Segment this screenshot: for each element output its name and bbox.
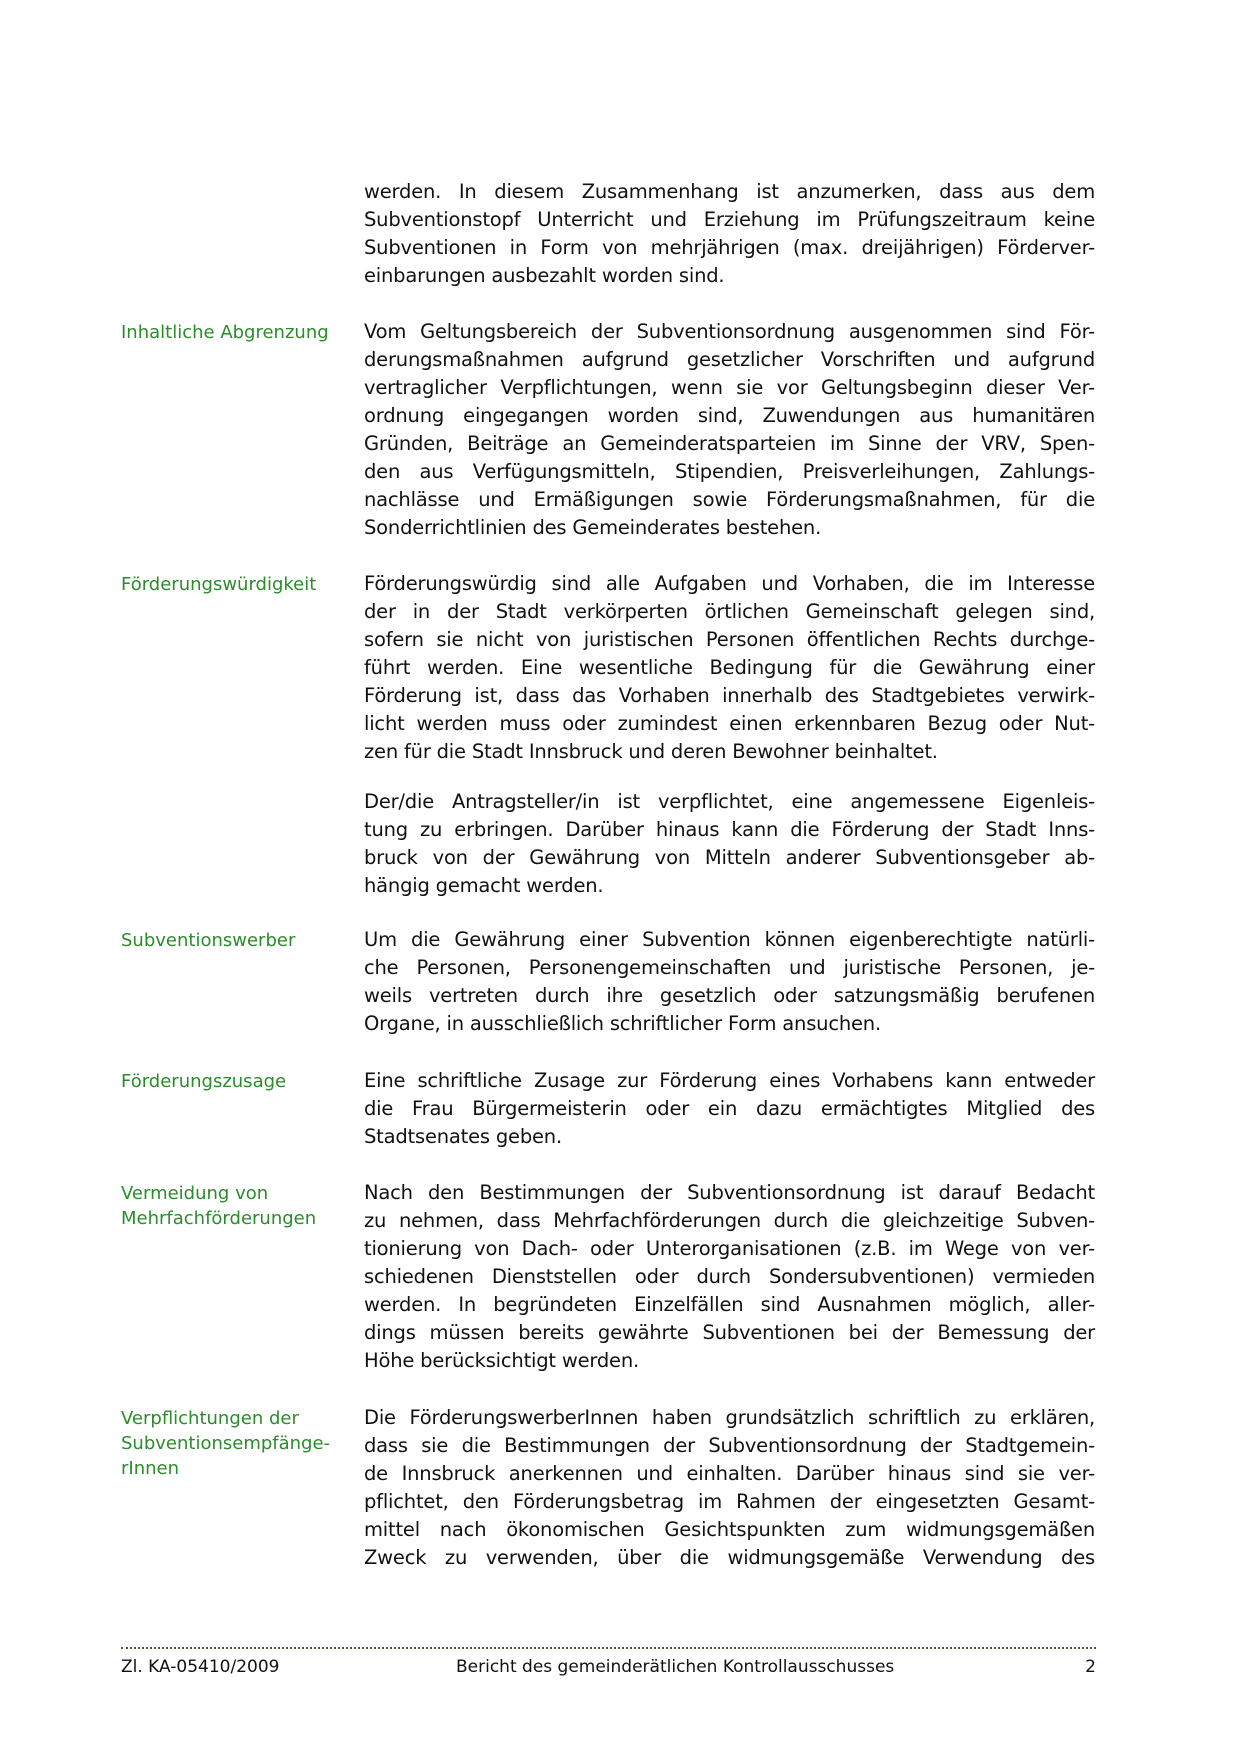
footer-divider [121,1647,1096,1649]
paragraph-line: dass sie die Bestimmungen der Subventionsordnung der Stadtgemein- [364,1434,1095,1457]
margin-heading [121,928,341,953]
margin-heading [121,1069,341,1094]
paragraph-line: werden. In diesem Zusammenhang ist anzumerken, dass aus dem [364,180,1095,203]
paragraph [364,1067,1095,1151]
paragraph [364,926,1095,1038]
paragraph-line: schiedenen Dienststellen oder durch Sondersubventionen) vermieden [364,1265,1095,1288]
paragraph-line: Stadtsenates geben. [364,1125,562,1148]
paragraph-line: zu nehmen, dass Mehrfachförderungen durch die gleichzeitige Subven- [364,1209,1095,1232]
paragraph-line: Organe, in ausschließlich schriftlicher Form ansuchen. [364,1012,881,1035]
margin-heading [121,1406,341,1481]
paragraph-line: den aus Verfügungsmitteln, Stipendien, Preisverleihungen, Zahlungs- [364,460,1095,483]
margin-heading-line: Inhaltliche Abgrenzung [121,322,329,343]
paragraph-line: Die FörderungswerberInnen haben grundsätzlich schriftlich zu erklären, [364,1406,1095,1429]
footer-reference: Zl. KA-05410/2009 [121,1657,280,1677]
paragraph-line: Der/die Antragsteller/in ist verpflichtet, eine angemessene Eigenleis- [364,790,1095,813]
paragraph-line: die Frau Bürgermeisterin oder ein dazu ermächtigtes Mitglied des [364,1097,1095,1120]
paragraph [364,1179,1095,1375]
paragraph-line: der in der Stadt verkörperten örtlichen Gemeinschaft gelegen sind, [364,600,1095,623]
paragraph-line: tung zu erbringen. Darüber hinaus kann die Förderung der Stadt Inns- [364,818,1095,841]
paragraph-line: mittel nach ökonomischen Gesichtspunkten zum widmungsgemäßen [364,1518,1095,1541]
paragraph-line: Zweck zu verwenden, über die widmungsgemäße Verwendung des [364,1546,1095,1569]
margin-heading-line: Förderungszusage [121,1071,287,1092]
paragraph-line: vertraglicher Verpflichtungen, wenn sie vor Geltungsbeginn dieser Ver- [364,376,1095,399]
paragraph-line: Eine schriftliche Zusage zur Förderung eines Vorhabens kann entweder [364,1069,1095,1092]
paragraph-line: dings müssen bereits gewährte Subventionen bei der Bemessung der [364,1321,1095,1344]
paragraph-line: nachlässe und Ermäßigungen sowie Förderungsmaßnahmen, für die [364,488,1095,511]
margin-heading-line: Verpflichtungen der [121,1408,299,1429]
page-number: 2 [1085,1657,1096,1677]
paragraph-line: werden. In begründeten Einzelfällen sind Ausnahmen möglich, aller- [364,1293,1095,1316]
paragraph-line: zen für die Stadt Innsbruck und deren Bewohner beinhaltet. [364,740,938,763]
paragraph-line: Sonderrichtlinien des Gemeinderates bestehen. [364,516,822,539]
footer-title: Bericht des gemeinderätlichen Kontrollausschusses [456,1657,895,1677]
paragraph-line: tionierung von Dach- oder Unterorganisationen (z.B. im Wege von ver- [364,1237,1095,1260]
paragraph-line: che Personen, Personengemeinschaften und juristische Personen, je- [364,956,1095,979]
paragraph-line: derungsmaßnahmen aufgrund gesetzlicher Vorschriften und aufgrund [364,348,1095,371]
paragraph-line: Gründen, Beiträge an Gemeinderatsparteien im Sinne der VRV, Spen- [364,432,1095,455]
paragraph-line: Vom Geltungsbereich der Subventionsordnung ausgenommen sind För- [364,320,1095,343]
paragraph-line: Höhe berücksichtigt werden. [364,1349,640,1372]
paragraph [364,178,1095,290]
paragraph-line: einbarungen ausbezahlt worden sind. [364,264,725,287]
paragraph [364,318,1095,542]
paragraph-line: ordnung eingegangen worden sind, Zuwendungen aus humanitären [364,404,1095,427]
paragraph-line: Förderung ist, dass das Vorhaben innerhalb des Stadtgebietes verwirk- [364,684,1095,707]
paragraph-line: Nach den Bestimmungen der Subventionsordnung ist darauf Bedacht [364,1181,1095,1204]
margin-heading [121,572,341,597]
paragraph [364,788,1095,900]
paragraph-line: Förderungswürdig sind alle Aufgaben und Vorhaben, die im Interesse [364,572,1095,595]
paragraph [364,570,1095,766]
margin-heading-line: Subventionswerber [121,930,296,951]
paragraph-line: hängig gemacht werden. [364,874,604,897]
margin-heading-line: Mehrfachförderungen [121,1208,317,1229]
paragraph-line: Subventionen in Form von mehrjährigen (max. dreijährigen) Förderver- [364,236,1095,259]
margin-heading-line: rInnen [121,1458,180,1479]
paragraph-line: de Innsbruck anerkennen und einhalten. Darüber hinaus sind sie ver- [364,1462,1095,1485]
margin-heading-line: Vermeidung von [121,1183,269,1204]
paragraph-line: pflichtet, den Förderungsbetrag im Rahmen der eingesetzten Gesamt- [364,1490,1095,1513]
paragraph [364,1404,1095,1572]
paragraph-line: führt werden. Eine wesentliche Bedingung für die Gewährung einer [364,656,1095,679]
margin-heading-line: Förderungswürdigkeit [121,574,317,595]
margin-heading [121,1181,341,1231]
paragraph-line: Um die Gewährung einer Subvention können eigenberechtigte natürli- [364,928,1095,951]
paragraph-line: sofern sie nicht von juristischen Personen öffentlichen Rechts durchge- [364,628,1095,651]
margin-heading [121,320,341,345]
paragraph-line: bruck von der Gewährung von Mitteln anderer Subventionsgeber ab- [364,846,1095,869]
paragraph-line: licht werden muss oder zumindest einen erkennbaren Bezug oder Nut- [364,712,1095,735]
margin-heading-line: Subventionsempfänge- [121,1433,331,1454]
paragraph-line: Subventionstopf Unterricht und Erziehung im Prüfungszeitraum keine [364,208,1095,231]
paragraph-line: weils vertreten durch ihre gesetzlich oder satzungsmäßig berufenen [364,984,1095,1007]
